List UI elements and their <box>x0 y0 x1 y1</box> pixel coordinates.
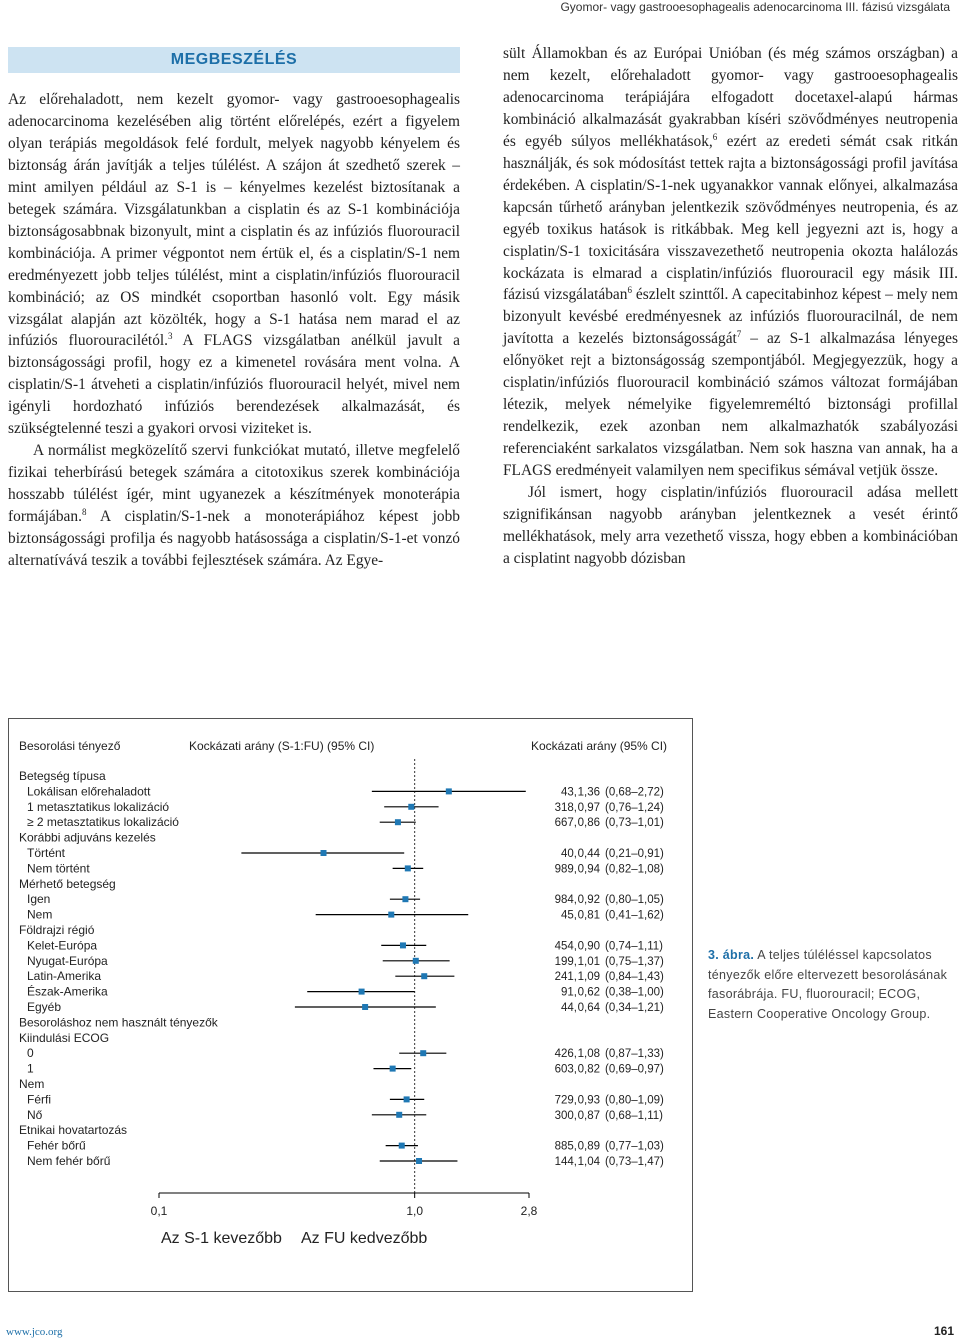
row-ci: (0,80–1,05) <box>605 894 664 907</box>
row-ci: (0,76–1,24) <box>605 801 664 814</box>
row-label: 0 <box>27 1046 34 1061</box>
x-tick-label: 0,1 <box>150 1204 168 1218</box>
row-label: Nem <box>27 907 53 922</box>
hr-marker <box>400 942 406 948</box>
header-hr-axis: Kockázati arány (S-1:FU) (95% CI) <box>189 739 375 753</box>
left-paragraph-2 <box>8 440 460 572</box>
page-number: 161 <box>933 1324 954 1338</box>
row-label: Fehér bőrű <box>27 1138 86 1153</box>
row-hr: 0,82 <box>577 1063 600 1076</box>
forest-plot <box>9 719 694 1293</box>
row-hr: 0,81 <box>577 909 600 922</box>
caption-text: A teljes túléléssel kapcsolatos tényezők előre eltervezett besorolásának fasorábrája. FU, fluorouracil; ECOG, Eastern Cooperative Oncology Group. <box>708 948 948 1021</box>
row-label: Lokálisan előrehaladott <box>27 784 151 799</box>
forest-plot-figure <box>8 718 693 1292</box>
row-ci: (0,73–1,47) <box>605 1156 664 1168</box>
row-label: Betegség típusa <box>19 769 106 783</box>
hr-marker <box>321 850 327 856</box>
row-label: Korábbi adjuváns kezelés <box>19 830 156 845</box>
row-ci: (0,68–2,72) <box>605 786 664 799</box>
right-p1-text-b: ezért az eredeti sémát csak ritkán használják, és sok módosítást tettek rajta a biztonságossági profil javítása érdekében. A cisplatin/S-1-nek ugyanakkor vannak előnyei, alkalmazása kapcsán tűrhető arányban jelentkezik szövődményes neutropenia, és az egyéb toxikus hatások is ritkábbak. Meg kell jegyezni azt is, hogy a cisplatin/S-1 toxicitására visszavezethető neutropenia okozta halálozás kockázata is elmarad a cisplatin/infúziós fluorouracil egy másik III. fázisú vizsgálatában <box>503 132 958 304</box>
header-hr-text: Kockázati arány (95% CI) <box>531 739 668 753</box>
row-hr: 1,01 <box>577 955 600 968</box>
hr-marker <box>420 1050 426 1056</box>
hr-marker <box>404 1096 410 1102</box>
row-hr: 0,62 <box>577 986 600 999</box>
row-ci: (0,82–1,08) <box>605 863 664 876</box>
right-p1-text-a: sült Államokban és az Európai Unióban (és még számos országban) a nem kezelt, előrehaladott gyomor- vagy gastrooesophagealis adenocarcinoma terápiájára elfogadott docetaxel-alapú hármas kombináció alkalmazását gyakrabban kíséri szövődményes neutropenia és egyéb súlyos mellékhatások, <box>503 45 958 150</box>
row-hr: 0,94 <box>577 863 600 876</box>
row-n: 729, <box>554 1094 577 1107</box>
row-hr: 0,92 <box>577 894 600 907</box>
hr-marker <box>362 1004 368 1010</box>
row-label: Kelet-Európa <box>27 938 98 953</box>
hr-marker <box>396 1112 402 1118</box>
hr-marker <box>446 788 452 794</box>
row-hr: 1,36 <box>577 786 600 799</box>
hr-marker <box>402 896 408 902</box>
row-ci: (0,21–0,91) <box>605 848 664 860</box>
row-n: 667, <box>554 817 577 830</box>
hr-marker <box>388 912 394 918</box>
row-n: 43, <box>561 786 577 799</box>
row-ci: (0,84–1,43) <box>605 971 664 984</box>
row-label: Igen <box>27 892 51 907</box>
row-ci: (0,68–1,11) <box>605 1109 663 1122</box>
row-label: Kiindulási ECOG <box>19 1030 110 1045</box>
section-heading: MEGBESZÉLÉS <box>8 47 460 73</box>
row-hr: 0,97 <box>577 801 600 814</box>
row-n: 199, <box>554 955 577 968</box>
caption-label: 3. ábra. <box>708 948 755 962</box>
hr-marker <box>359 989 365 995</box>
x-tick-label: 2,8 <box>520 1204 538 1218</box>
row-label: Latin-Amerika <box>27 969 102 984</box>
row-label: Földrajzi régió <box>19 923 95 937</box>
row-n: 40, <box>561 848 577 860</box>
right-paragraph-1 <box>503 43 958 482</box>
x-label-right: Az FU kedvezőbb <box>301 1230 428 1247</box>
row-ci: (0,69–0,97) <box>605 1063 664 1076</box>
row-n: 45, <box>561 909 577 922</box>
row-ci: (0,73–1,01) <box>605 817 664 830</box>
row-label: Történt <box>27 846 66 860</box>
row-label: 1 <box>27 1061 34 1076</box>
row-n: 454, <box>554 940 577 953</box>
row-ci: (0,75–1,37) <box>605 955 664 968</box>
row-n: 885, <box>554 1140 577 1153</box>
reference-3: 3 <box>168 331 173 342</box>
row-n: 44, <box>561 1002 577 1014</box>
reference-7: 7 <box>736 329 742 340</box>
row-label: Egyéb <box>27 1000 62 1014</box>
hr-marker <box>408 804 414 810</box>
row-label: Nem fehér bőrű <box>27 1154 111 1168</box>
row-hr: 1,08 <box>577 1048 600 1061</box>
row-label: ≥ 2 metasztatikus lokalizáció <box>27 815 179 830</box>
row-n: 318, <box>554 801 577 814</box>
left-p1-text-b: A FLAGS vizsgálatban anélkül javult a biztonságossági profil, hogy ez a kimenetel rovására ment volna. A cisplatin/S-1 átveheti a cisplatin/infúziós fluorouracil helyét, mivel nem igényli hordozható infúziós berendezések alkalmazását, és szükségtelenné teszi a gyakori orvosi viziteket is. <box>8 332 460 438</box>
hr-marker <box>399 1143 405 1149</box>
hr-marker <box>405 865 411 871</box>
hr-marker <box>390 1066 396 1072</box>
row-n: 144, <box>554 1156 577 1168</box>
hr-marker <box>421 973 427 979</box>
right-p1-text-d: – az S-1 alkalmazása lényeges előnyöket rejt a biztonságosság szempontjából. Megjegyezzük, hogy a cisplatin/infúziós fluorouracil kombináció számos változat formájában létezik, melyek némelyike figyelemreméltó biztonsági profillal rendelkezik, ezek azonban nem alkalmazhatók szabályozási referenciaként sarkalatos vizsgálatban. Nem sok haszna van annak, ha a FLAGS eredményeit valamilyen nem specifikus sémával vetjük össze. <box>503 330 958 480</box>
row-n: 426, <box>554 1048 577 1061</box>
header-factor: Besorolási tényező <box>19 739 121 753</box>
left-p2-text-b: A cisplatin/S-1-nek a monoterápiához képest jobb biztonságossági profilja és nagyobb hatásossága a cisplatin/S-1-et vonzó alternatívává teszik a további fejlesztések számára. Az Egye- <box>8 508 460 570</box>
row-ci: (0,34–1,21) <box>605 1002 664 1014</box>
running-header: Gyomor- vagy gastrooesophagealis adenocarcinoma III. fázisú vizsgálata <box>560 0 950 14</box>
row-hr: 0,64 <box>577 1002 600 1014</box>
hr-marker <box>413 958 419 964</box>
right-p1-text-c: észlelt szinttől. A capecitabinhoz képest – mely nem bizonyult kevésbé eredményesnek az infúziós fluorouracilnál, de nem javította a kezelés biztonságosságát <box>503 286 958 348</box>
row-ci: (0,41–1,62) <box>605 909 664 922</box>
row-label: Nyugat-Európa <box>27 953 108 968</box>
row-label: 1 metasztatikus lokalizáció <box>27 799 170 814</box>
row-ci: (0,77–1,03) <box>605 1140 664 1153</box>
hr-marker <box>395 819 401 825</box>
left-p1-text-a: Az előrehaladott, nem kezelt gyomor- vagy gastrooesophagealis adenocarcinoma kezelésében alig történt előrelépés, ezért a figyelem olyan terápiás megoldások felé fordult, melyek nagyobb kényelem és biztonság árán javítják a teljes túlélést. A szájon át szedhető szerek – mint amilyen például az S-1 is – kényelmes kezelést biztosítanak a betegek számára. Vizsgálatunkban a cisplatin és az S-1 kombinációja biztonságosabbnak bizonyult, mint a cisplatin és az infúziós fluorouracil kombinációja. A primer végpontot nem értük el, és a cisplatin/S-1 nem eredményezett jobb teljes túlélést, mint a cisplatin/infúziós fluorouracil kombináció; az OS mindkét csoportban hasonló volt. Egy másik vizsgálat alapján azt közölték, hogy a S-1 hatása nem marad el az infúziós fluorouracilétól. <box>8 91 460 350</box>
footer-url: www.jco.org <box>6 1326 63 1338</box>
row-n: 984, <box>554 894 577 907</box>
row-hr: 1,04 <box>577 1156 600 1168</box>
left-column <box>8 89 460 572</box>
row-ci: (0,87–1,33) <box>605 1048 664 1061</box>
row-label: Etnikai hovatartozás <box>19 1123 128 1138</box>
figure-caption <box>708 946 958 1024</box>
row-hr: 1,09 <box>577 971 600 984</box>
reference-8: 8 <box>81 506 87 517</box>
row-label: Besoroláshoz nem használt tényezők <box>19 1015 218 1030</box>
right-column <box>503 43 958 570</box>
row-ci: (0,74–1,11) <box>605 940 663 953</box>
row-ci: (0,38–1,00) <box>605 986 664 999</box>
row-hr: 0,90 <box>577 940 600 953</box>
reference-6b: 6 <box>627 285 632 296</box>
row-hr: 0,93 <box>577 1094 600 1107</box>
row-n: 989, <box>554 863 577 876</box>
row-n: 300, <box>554 1109 577 1122</box>
row-label: Nem <box>19 1077 45 1091</box>
left-paragraph-1 <box>8 89 460 440</box>
row-hr: 0,86 <box>577 817 600 830</box>
row-n: 603, <box>554 1063 577 1076</box>
row-label: Észak-Amerika <box>27 984 108 999</box>
x-tick-label: 1,0 <box>406 1204 424 1218</box>
left-p2-text-a: A normálist megközelítő szervi funkciókat mutató, illetve megfelelő fizikai teherbírású betegek számára a citotoxikus szerek kombinációja hosszabb túlélést ígér, mint ugyanezek a készítmények monoterápia formájában. <box>8 442 460 526</box>
row-hr: 0,89 <box>577 1140 600 1153</box>
row-n: 241, <box>554 971 577 984</box>
row-label: Férfi <box>27 1092 51 1107</box>
hr-marker <box>416 1158 422 1164</box>
row-hr: 0,44 <box>577 848 600 860</box>
right-paragraph-2: Jól ismert, hogy cisplatin/infúziós fluorouracil adása mellett szignifikánsan nagyobb arányban jelentkeznek a vesét érintő mellékhatások, mely arra vezethető vissza, hogy ebben a kombinációban a cisplatint nagyobb dózisban <box>503 484 958 567</box>
row-label: Mérhető betegség <box>19 876 116 891</box>
row-ci: (0,80–1,09) <box>605 1094 664 1107</box>
row-label: Nem történt <box>27 861 90 876</box>
row-hr: 0,87 <box>577 1109 600 1122</box>
row-n: 91, <box>561 986 577 999</box>
row-label: Nő <box>27 1107 43 1122</box>
x-label-left: Az S-1 kevezőbb <box>161 1230 282 1247</box>
reference-6a: 6 <box>712 131 718 142</box>
